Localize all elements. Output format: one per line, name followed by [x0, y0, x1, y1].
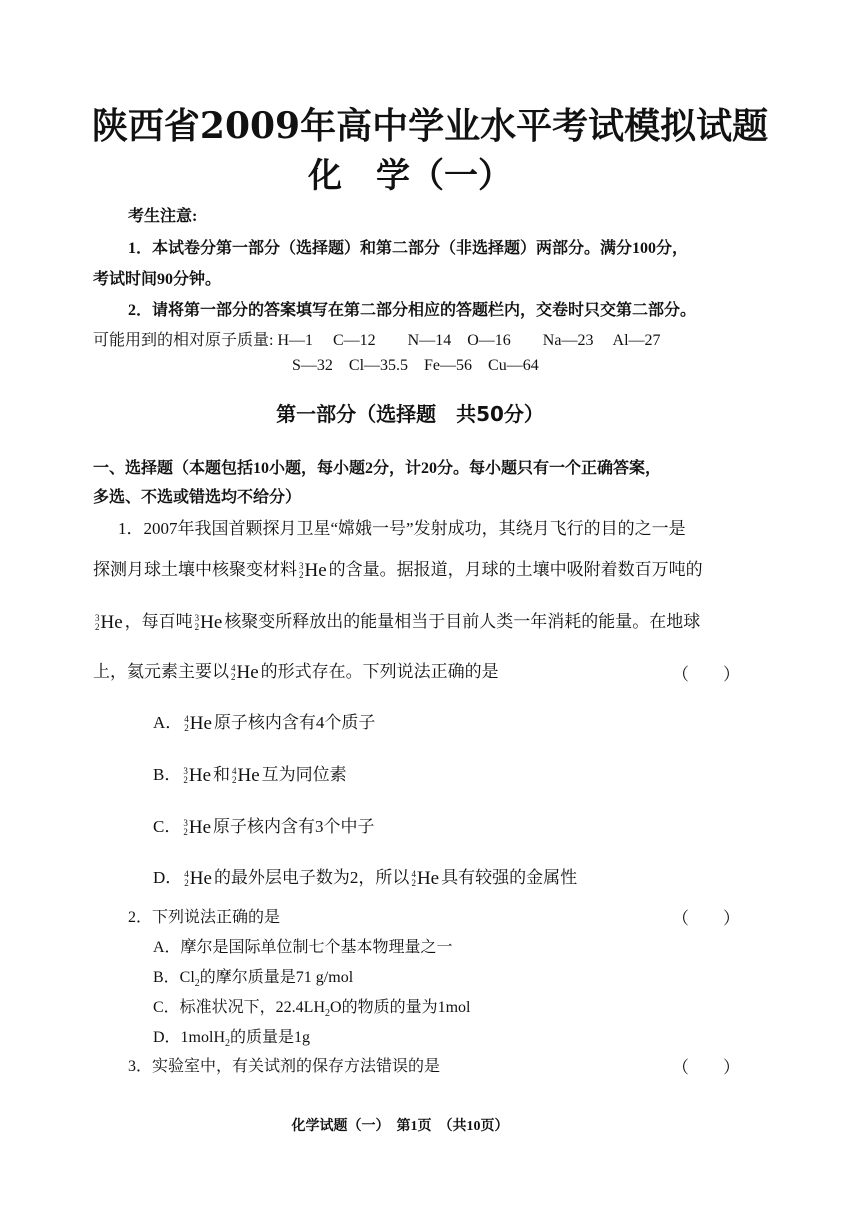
notice-item-1-line-2: 考试时间90分钟。 — [93, 271, 222, 288]
q1-line3-text-end: 核聚变所释放出的能量相当于目前人类一年消耗的能量。在地球 — [224, 612, 701, 631]
page-footer: 化学试题（一） 第1页 （共10页） — [291, 1119, 509, 1134]
section-instructions-line-1: 一、选择题（本题包括10小题，每小题2分，计20分。每小题只有一个正确答案， — [93, 460, 662, 477]
question-3-stem: 3．实验室中，有关试剂的保存方法错误的是 — [128, 1058, 441, 1075]
notice-item-2: 2．请将第一部分的答案填写在第二部分相应的答题栏内，交卷时只交第二部分。 — [128, 302, 697, 319]
atomic-mass-line-2: S—32 Cl—35.5 Fe—56 Cu—64 — [292, 357, 539, 374]
question-2-stem: 2．下列说法正确的是 — [128, 909, 281, 926]
helium-3-symbol: 3 2 He — [183, 817, 211, 839]
helium-4-symbol: 4 2 He — [184, 713, 212, 735]
page-subtitle: 化 学（一） — [308, 156, 512, 196]
q1-line4-text: 上，氦元素主要以 — [93, 662, 229, 681]
helium-3-symbol: 3 2 He — [194, 612, 223, 634]
q1-line4-text-end: 的形式存在。下列说法正确的是 — [260, 662, 499, 681]
question-1-line-3 — [93, 607, 700, 634]
q1-option-d: D． 4 2 He 的最外层电子数为2，所以 4 2 He 具有较强的金属性 — [153, 868, 578, 890]
helium-3-symbol: 3 2 He — [95, 612, 123, 634]
question-1-line-4 — [93, 657, 499, 684]
helium-3-symbol: 3 2 He — [299, 560, 327, 582]
q2-option-a: A．摩尔是国际单位制七个基本物理量之一 — [153, 939, 453, 956]
helium-4-symbol: 4 2 He — [231, 662, 259, 684]
answer-bracket-q1: （ ） — [672, 665, 740, 684]
helium-4-symbol: 4 2 He — [232, 765, 260, 787]
q2-option-d: D．1molH$_2$的质量是1g — [153, 1029, 311, 1050]
q1-line2-text-end: 的含量。据报道，月球的土壤中吸附着数百万吨的 — [328, 560, 703, 579]
question-1-line-2 — [93, 555, 703, 582]
q1-line2-text: 探测月球土壤中核聚变材料 — [93, 560, 297, 579]
answer-bracket-q2: （ ） — [672, 909, 740, 928]
notice-heading: 考生注意: — [128, 208, 198, 225]
q1-option-a: A． 4 2 He 原子核内含有4个质子 — [153, 713, 376, 735]
q1-option-b: B． 3 2 He 和 4 2 He 互为同位素 — [153, 765, 347, 787]
q2-option-c: C．标准状况下，$22.4LH_2O$的物质的量为1mol — [153, 999, 471, 1020]
part-1-title: 第一部分（选择题 共50分） — [276, 402, 544, 426]
q1-option-c: C． 3 2 He 原子核内含有3个中子 — [153, 817, 375, 839]
helium-3-symbol: 3 2 He — [183, 765, 211, 787]
notice-item-1-line-1: 1．本试卷分第一部分（选择题）和第二部分（非选择题）两部分。满分100分， — [128, 240, 689, 257]
question-1-line-1: 1．2007年我国首颗探月卫星“嫦娥一号”发射成功，其绕月飞行的目的之一是 — [118, 519, 686, 538]
page-title: 陕西省2009年高中学业水平考试模拟试题 — [91, 105, 769, 147]
helium-4-symbol: 4 2 He — [411, 868, 440, 890]
atomic-mass-line-1: 可能用到的相对原子质量: H—1 C—12 N—14 O—16 Na—23 Al—27 — [93, 332, 661, 349]
section-instructions-line-2: 多选、不选或错选均不给分） — [93, 489, 302, 506]
answer-bracket-q3: （ ） — [672, 1058, 740, 1077]
q1-line3-text: ，每百吨 — [124, 612, 193, 631]
q2-option-b: B．$Cl_2$的摩尔质量是71 g/mol — [153, 969, 354, 990]
helium-4-symbol: 4 2 He — [184, 868, 212, 890]
